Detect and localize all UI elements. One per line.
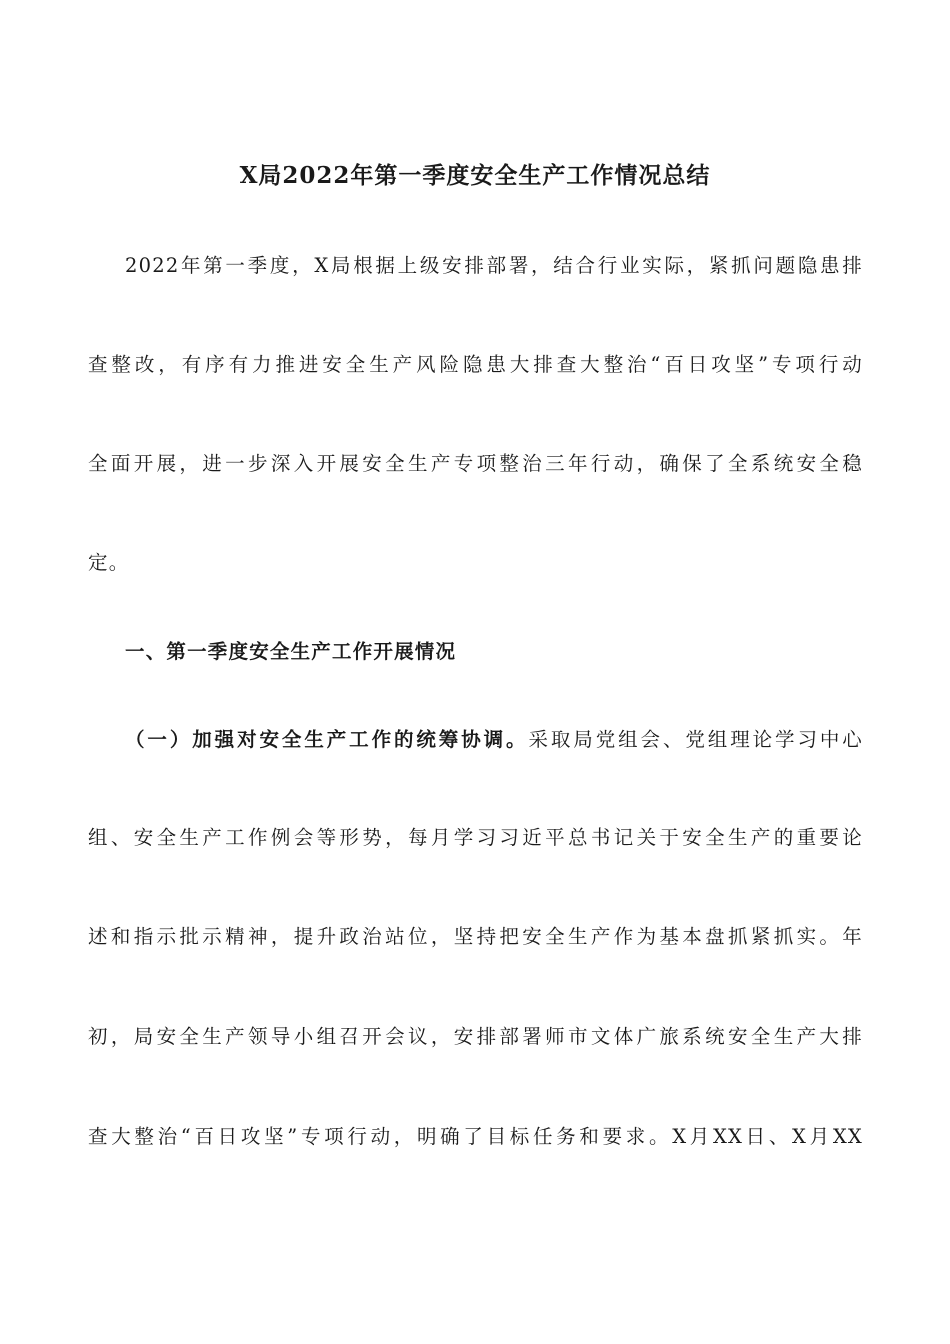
intro-line-4: 定。 [88, 551, 130, 574]
subsection-line-3: 述和指示批示精神，提升政治站位，坚持把安全生产作为基本盘抓紧抓实。年 [88, 925, 863, 948]
intro-line-1: 2022年第一季度，X局根据上级安排部署，结合行业实际，紧抓问题隐患排 [125, 254, 863, 277]
intro-line-3: 全面开展，进一步深入开展安全生产专项整治三年行动，确保了全系统安全稳 [88, 452, 863, 475]
subsection-line-5: 查大整治“百日攻坚”专项行动，明确了目标任务和要求。X月XX日、X月XX [88, 1125, 863, 1148]
section-heading: 一、第一季度安全生产工作开展情况 [125, 640, 457, 663]
subsection-first-line-rest: 采取局党组会、党组理论学习中心 [528, 728, 863, 751]
document-title: X局2022年第一季度安全生产工作情况总结 [239, 162, 711, 189]
subsection-lead: （一）加强对安全生产工作的统筹协调。 [125, 728, 529, 751]
intro-line-2: 查整改，有序有力推进安全生产风险隐患大排查大整治“百日攻坚”专项行动 [88, 353, 863, 376]
subsection-line-2: 组、安全生产工作例会等形势，每月学习习近平总书记关于安全生产的重要论 [88, 826, 863, 849]
subsection-line-4: 初，局安全生产领导小组召开会议，安排部署师市文体广旅系统安全生产大排 [88, 1025, 863, 1048]
subsection-first-line [125, 724, 863, 756]
